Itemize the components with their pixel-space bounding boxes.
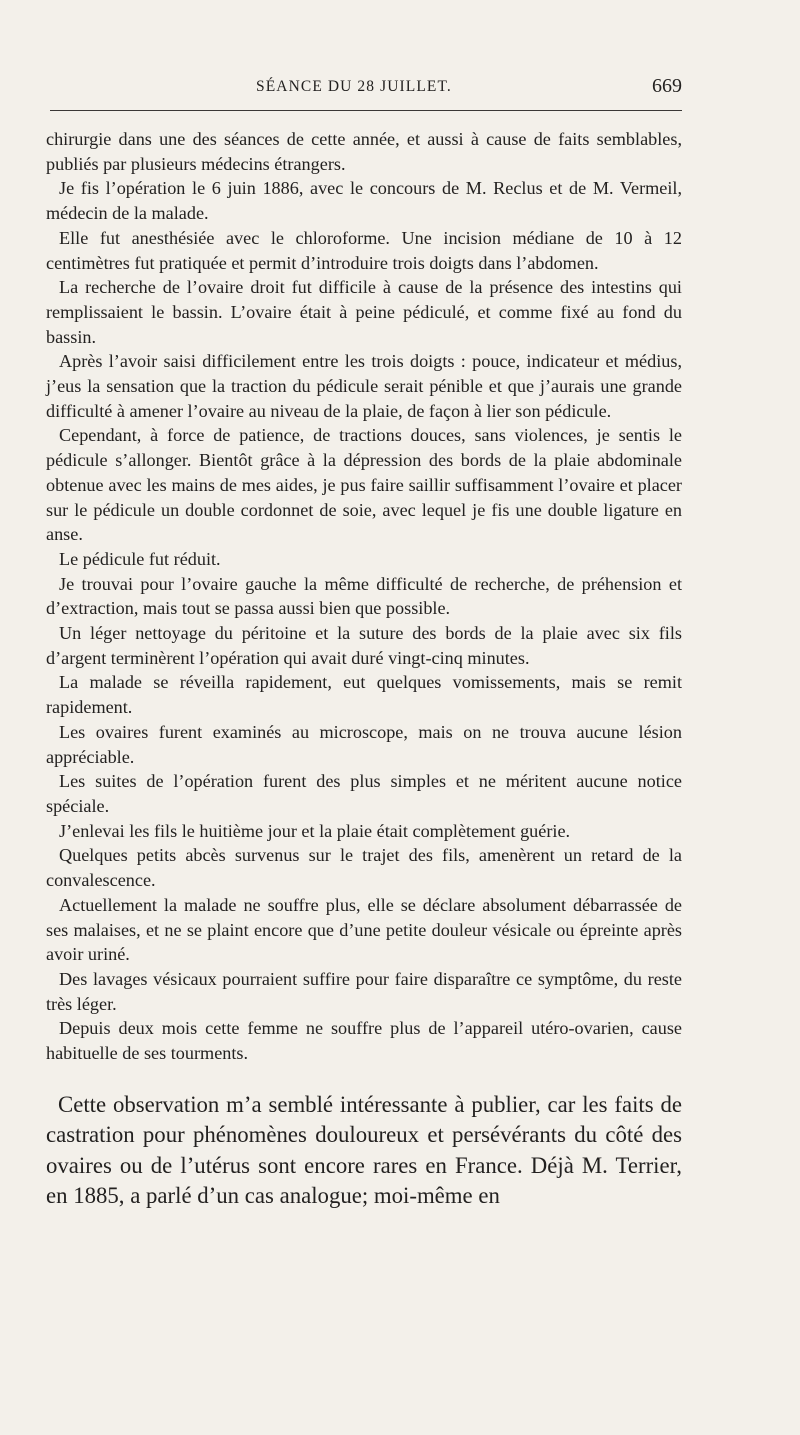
paragraph: La recherche de l’ovaire droit fut difficile à cause de la présence des intestins qui remplissaient le bassin. L’ovaire était à peine pédiculé, et comme fixé au fond du bassin. bbox=[46, 277, 682, 347]
main-text bbox=[46, 1090, 682, 1212]
header-rule bbox=[50, 110, 682, 111]
paragraph: Des lavages vésicaux pourraient suffire pour faire disparaître ce symptôme, du reste très léger. bbox=[46, 968, 682, 1014]
paragraph: Le pédicule fut réduit. bbox=[59, 548, 221, 569]
paragraph: Depuis deux mois cette femme ne souffre plus de l’appareil utéro-ovarien, cause habituelle de ses tourments. bbox=[46, 1018, 682, 1064]
paragraph: Je trouvai pour l’ovaire gauche la même difficulté de recherche, de préhension et d’extraction, mais tout se passa aussi bien que possible. bbox=[46, 573, 682, 619]
paragraph: Quelques petits abcès survenus sur le trajet des fils, amenèrent un retard de la convalescence. bbox=[46, 845, 682, 891]
page-number: 669 bbox=[652, 75, 682, 97]
paragraph: J’enlevai les fils le huitième jour et la plaie était complètement guérie. bbox=[59, 820, 571, 841]
paragraph: Un léger nettoyage du péritoine et la suture des bords de la plaie avec six fils d’argent terminèrent l’opération qui avait duré vingt-cinq minutes. bbox=[46, 623, 682, 668]
running-title: SÉANCE DU 28 JUILLET. bbox=[256, 78, 452, 95]
observation-text bbox=[46, 127, 682, 1066]
paragraph: Cependant, à force de patience, de tractions douces, sans violences, je sentis le pédicule s’allonger. Bientôt grâce à la dépression des bords de la plaie abdominale obtenue avec les mains de mes aides, je pus faire saillir suffisamment l’ovaire et placer sur le pédicule un double cordonnet de soie, avec lequel je fis une double ligature en anse. bbox=[46, 425, 682, 545]
paragraph: Les ovaires furent examinés au microscope, mais on ne trouva aucune lésion appréciable. bbox=[46, 721, 682, 767]
paragraph: Je fis l’opération le 6 juin 1886, avec le concours de M. Reclus et de M. Vermeil, médecin de la malade. bbox=[46, 178, 682, 224]
paragraph: Elle fut anesthésiée avec le chloroforme. Une incision médiane de 10 à 12 centimètres fut pratiquée et permit d’introduire trois doigts dans l’abdomen. bbox=[46, 227, 682, 273]
running-header bbox=[46, 68, 682, 102]
paragraph: Actuellement la malade ne souffre plus, elle se déclare absolument débarrassée de ses malaises, et ne se plaint encore que d’une petite douleur vésicale ou épreinte après avoir uriné. bbox=[46, 894, 682, 965]
closing-paragraph: Cette observation m’a semblé intéressante à publier, car les faits de castration pour phénomènes douloureux et persévérants du côté des ovaires ou de l’utérus sont encore rares en France. Déjà M. Terrier, en 1885, a parlé d’un cas analogue; moi-même en bbox=[46, 1091, 682, 1208]
page bbox=[46, 68, 682, 1211]
paragraph: La malade se réveilla rapidement, eut quelques vomissements, mais se remit rapidement. bbox=[46, 672, 682, 718]
paragraph: chirurgie dans une des séances de cette année, et aussi à cause de faits semblables, publiés par plusieurs médecins étrangers. bbox=[46, 129, 682, 174]
paragraph: Les suites de l’opération furent des plus simples et ne méritent aucune notice spéciale. bbox=[46, 771, 682, 816]
paragraph: Après l’avoir saisi difficilement entre les trois doigts : pouce, indicateur et médius, j’eus la sensation que la traction du pédicule serait pénible et que j’aurais une grande difficulté à amener l’ovaire au niveau de la plaie, de façon à lier son pédicule. bbox=[46, 351, 682, 421]
